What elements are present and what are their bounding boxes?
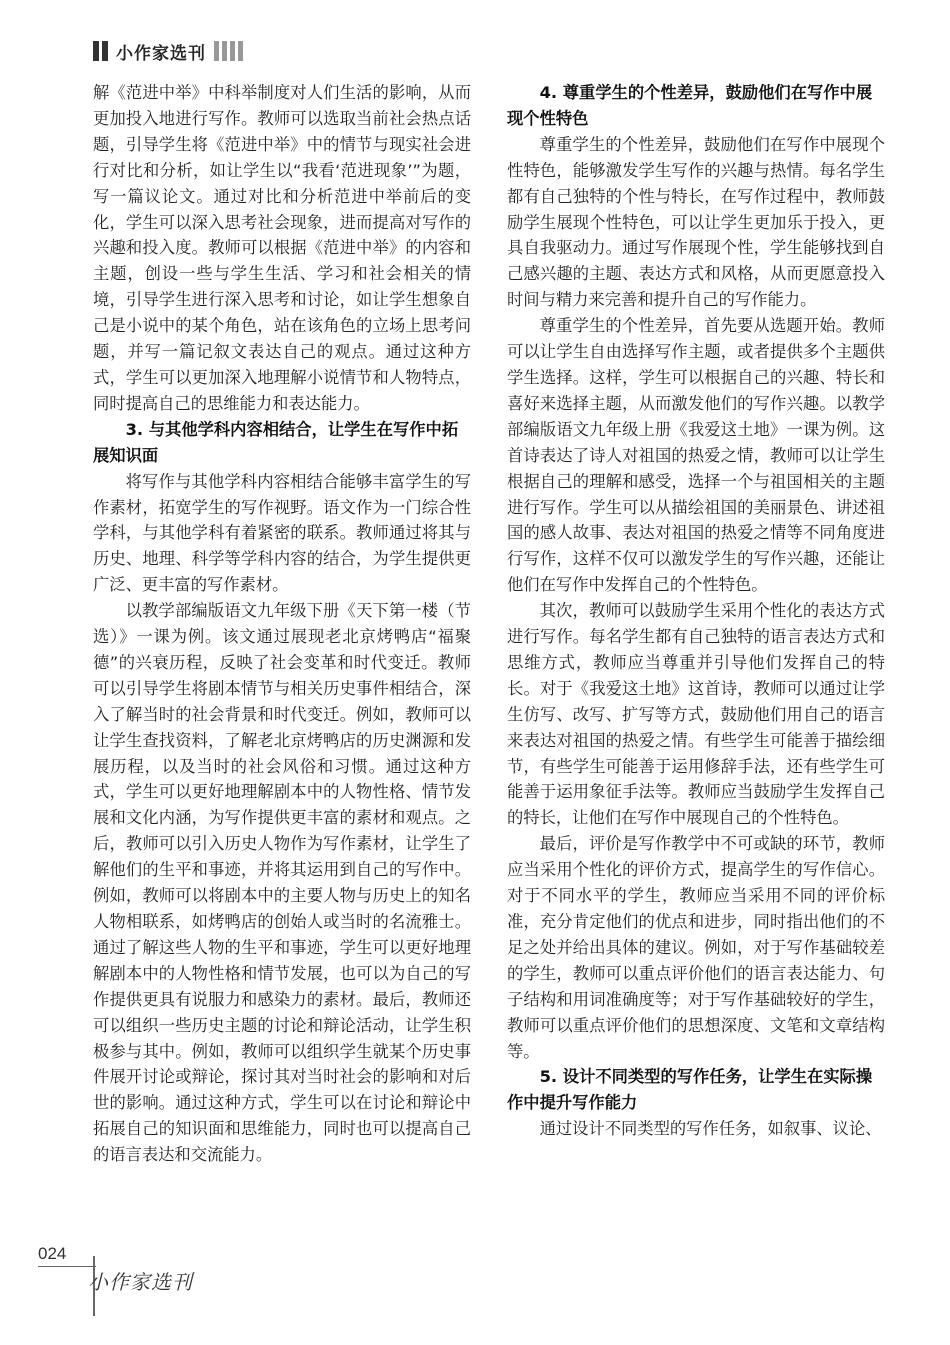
paragraph: 通过设计不同类型的写作任务，如叙事、议论、 — [539, 1119, 882, 1139]
header-bars-left — [93, 41, 108, 61]
section-heading-5: 5. 设计不同类型的写作任务，让学生在实际操作中提升写作能力 — [507, 1067, 873, 1113]
paragraph: 尊重学生的个性差异，首先要从选题开始。教师可以让学生自由选择写作主题，或者提供多个主题供学生选择。这样，学生可以根据自己的兴趣、特长和喜好来选择主题，从而激发他们的写作兴趣。以教学部编版语文九年级上册《我爱这土地》一课为例。这首诗表达了诗人对祖国的热爱之情，教师可以让学生根据自己的理解和感受，选择一个与祖国相关的主题进行写作。学生可以从描绘祖国的美丽景色、讲述祖国的感人故事、表达对祖国的热爱之情等不同角度进行写作，这样不仅可以激发学生的写作兴趣，还能让他们在写作中发挥自己的个性特色。 — [507, 316, 885, 595]
paragraph: 尊重学生的个性差异，鼓励他们在写作中展现个性特色，能够激发学生写作的兴趣与热情。每名学生都有自己独特的个性与特长，在写作过程中，教师鼓励学生展现个性特色，可以让学生更加乐于投入，更具自我驱动力。通过写作展现个性，学生能够找到自己感兴趣的主题、表达方式和风格，从而更愿意投入时间与精力来完善和提升自己的写作能力。 — [507, 134, 885, 310]
section-heading-4: 4. 尊重学生的个性差异，鼓励他们在写作中展现个性特色 — [507, 83, 873, 128]
left-column — [93, 80, 471, 1168]
running-header — [93, 36, 243, 66]
paragraph: 以教学部编版语文九年级下册《天下第一楼（节选）》一课为例。该文通过展现老北京烤鸭店“福聚德”的兴衰历程，反映了社会变革和时代变迁。教师可以引导学生将剧本情节与相关历史事件相结合，深入了解当时的社会背景和时代变迁。例如，教师可以让学生查找资料，了解老北京烤鸭店的历史渊源和发展历程，以及当时的社会风俗和习惯。通过这种方式，学生可以更好地理解剧本中的人物性格、情节发展和文化内涵，为写作提供更丰富的素材和观点。之后，教师可以引入历史人物作为写作素材，让学生了解他们的生平和事迹，并将其运用到自己的写作中。例如，教师可以将剧本中的主要人物与历史上的知名人物相联系，如烤鸭店的创始人或当时的名流雅士。通过了解这些人物的生平和事迹，学生可以更好地理解剧本中的人物性格和情节发展，也可以为自己的写作提供更具有说服力和感染力的素材。最后，教师还可以组织一些历史主题的讨论和辩论活动，让学生积极参与其中。例如，教师可以组织学生就某个历史事件展开讨论或辩论，探讨其对当时社会的影响和对后世的影响。通过这种方式，学生可以在讨论和辩论中拓展自己的知识面和思维能力，同时也可以提高自己的语言表达和交流能力。 — [93, 601, 471, 1165]
right-column — [507, 80, 885, 1142]
paragraph: 将写作与其他学科内容相结合能够丰富学生的写作素材，拓宽学生的写作视野。语文作为一门综合性学科，与其他学科有着紧密的联系。教师通过将其与历史、地理、科学等学科内容的结合，为学生提供更广泛、更丰富的写作素材。 — [93, 471, 471, 595]
footer-logo: 小作家选刊 — [88, 1270, 193, 1294]
page-number: 024 — [38, 1244, 67, 1263]
paragraph: 其次，教师可以鼓励学生采用个性化的表达方式进行写作。每名学生都有自己独特的语言表达方式和思维方式，教师应当尊重并引导他们发挥自己的特长。对于《我爱这土地》这首诗，教师可以通过让学生仿写、改写、扩写等方式，鼓励他们用自己的语言来表达对祖国的热爱之情。有些学生可能善于描绘细节，有些学生可能善于运用修辞手法，还有些学生可能善于运用象征手法等。教师应当鼓励学生发挥自己的特长，让他们在写作中展现自己的个性特色。 — [507, 601, 885, 828]
paragraph: 最后，评价是写作教学中不可或缺的环节，教师应当采用个性化的评价方式，提高学生的写作信心。对于不同水平的学生，教师应当采用不同的评价标准，充分肯定他们的优点和进步，同时指出他们的不足之处并给出具体的建议。例如，对于写作基础较差的学生，教师可以重点评价他们的语言表达能力、句子结构和用词准确度等；对于写作基础较好的学生，教师可以重点评价他们的思想深度、文笔和文章结构等。 — [507, 834, 885, 1061]
paragraph: 解《范进中举》中科举制度对人们生活的影响，从而更加投入地进行写作。教师可以选取当前社会热点话题，引导学生将《范进中举》中的情节与现实社会进行对比和分析，如让学生以“我看‘范进现象’”为题，写一篇议论文。通过对比和分析范进中举前后的变化，学生可以深入思考社会现象，进而提高对写作的兴趣和投入度。教师可以根据《范进中举》的内容和主题，创设一些与学生生活、学习和社会相关的情境，引导学生进行深入思考和讨论，如让学生想象自己是小说中的某个角色，站在该角色的立场上思考问题，并写一篇记叙文表达自己的观点。通过这种方式，学生可以更加深入地理解小说情节和人物特点，同时提高自己的思维能力和表达能力。 — [93, 83, 471, 413]
header-bars-right — [214, 41, 243, 61]
journal-title: 小作家选刊 — [116, 43, 206, 64]
section-heading-3: 3. 与其他学科内容相结合，让学生在写作中拓展知识面 — [93, 419, 459, 465]
